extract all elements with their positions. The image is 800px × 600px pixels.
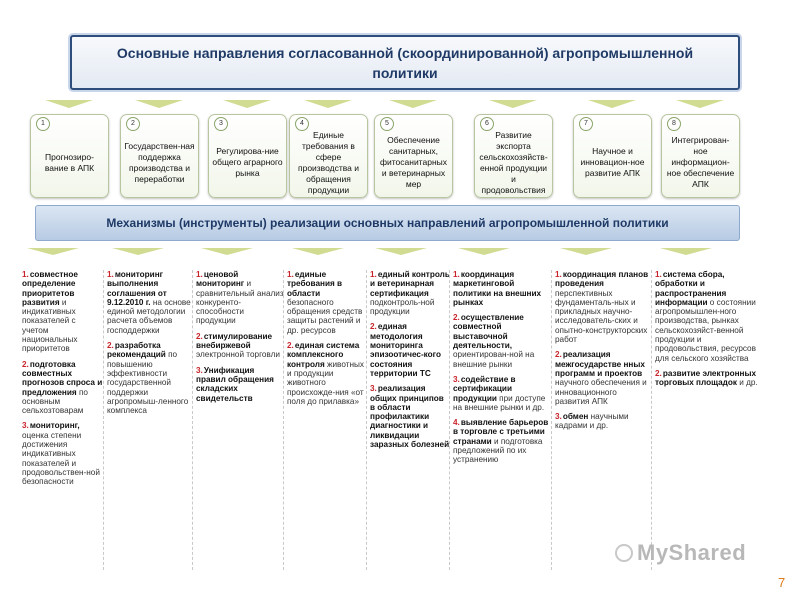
- item-key-text: развитие электронных торговых площадок: [655, 368, 757, 388]
- mechanism-item: [453, 313, 551, 369]
- direction-card: [120, 114, 199, 198]
- item-key-text: выявление барьеров в торговле с третьими странами: [453, 418, 549, 446]
- direction-label: Государствен-ная поддержка производства и переработки: [124, 140, 195, 184]
- down-arrow-icon: [389, 100, 437, 108]
- direction-label: Единые требования в сфере производства и обращения продукции: [297, 129, 360, 195]
- down-arrow-icon: [27, 248, 79, 255]
- direction-card: [374, 114, 453, 198]
- item-text: на основе единой методологии расчета объемов господдержки: [107, 297, 191, 335]
- column-divider: [449, 270, 450, 570]
- down-arrow-icon: [112, 248, 164, 255]
- down-arrow-icon: [45, 100, 93, 108]
- mechanism-column: [555, 270, 652, 437]
- down-arrow-icon: [304, 100, 352, 108]
- direction-card: [30, 114, 109, 198]
- mechanism-item: [655, 369, 765, 388]
- mechanism-item: [370, 270, 450, 316]
- direction-label: Регулирова-ние общего аграрного рынка: [212, 146, 283, 178]
- item-number: 2.: [370, 322, 377, 332]
- direction-label: Научное и инновацион-ное развитие АПК: [580, 146, 645, 178]
- direction-label: Прогнозиро-вание в АПК: [44, 151, 95, 173]
- item-key-text: осуществление совместной выставочной деятельности,: [453, 313, 524, 351]
- mechanism-item: [196, 270, 284, 326]
- mechanism-column: [287, 270, 367, 412]
- mechanism-item: [370, 322, 450, 378]
- direction-card: [474, 114, 553, 198]
- direction-card: [289, 114, 368, 198]
- item-number: 2.: [555, 350, 562, 360]
- mechanism-column: [453, 270, 551, 471]
- direction-number: 1: [36, 117, 50, 131]
- direction-card: [208, 114, 287, 198]
- mechanism-column: [655, 270, 765, 394]
- item-key-text: реализация межгосударстве нных программ и проектов: [555, 350, 645, 378]
- direction-label: Развитие экспорта сельскохозяйств-енной продукции и продовольствия: [479, 129, 548, 195]
- item-text: перспективных фундаменталь-ных и прикладных научно-исследователь-ских и опытно-конструкторских работ: [555, 288, 648, 345]
- column-divider: [651, 270, 652, 570]
- item-key-text: содействие в сертификации продукции: [453, 374, 516, 403]
- item-number: 2.: [655, 368, 662, 378]
- item-text: по повышению эффективности государственной поддержки агропромыш-ленного комплекса: [107, 350, 189, 416]
- item-number: 3.: [555, 412, 562, 422]
- item-key-text: единая методология мониторинга эпизоотичес-кого состояния территории ТС: [370, 322, 441, 378]
- direction-label: Интегрирован-ное информацион-ное обеспечение АПК: [666, 135, 735, 189]
- item-text: безопасного обращения средств защиты растений и др. ресурсов: [287, 297, 363, 335]
- mechanism-item: [287, 341, 367, 406]
- mechanism-column: [370, 270, 450, 455]
- mechanism-item: [196, 366, 284, 403]
- mechanism-column: [22, 270, 104, 493]
- mechanism-item: [287, 270, 367, 335]
- watermark-text: MyShared: [637, 540, 747, 565]
- mechanism-item: [555, 412, 652, 431]
- down-arrow-icon: [223, 100, 271, 108]
- item-key-text: ценовой мониторинг: [196, 270, 245, 289]
- item-number: 3.: [453, 374, 460, 384]
- item-number: 1.: [22, 270, 29, 279]
- direction-number: 4: [295, 117, 309, 131]
- item-key-text: единые требования в области: [287, 270, 343, 298]
- mechanism-item: [107, 341, 193, 415]
- direction-number: 6: [480, 117, 494, 131]
- item-text: по основным сельхозтоварам: [22, 387, 88, 416]
- item-number: 2.: [287, 341, 294, 351]
- mechanisms-title-bar: Механизмы (инструменты) реализации основных направлений агропромышленной политики: [35, 205, 740, 241]
- item-number: 1.: [655, 270, 662, 279]
- mechanism-column: [196, 270, 284, 409]
- down-arrow-icon: [560, 248, 612, 255]
- item-number: 2.: [196, 331, 203, 341]
- mechanism-item: [555, 270, 652, 344]
- item-key-text: обмен: [562, 412, 589, 422]
- mechanism-item: [22, 421, 104, 486]
- watermark-logo: [615, 540, 746, 566]
- item-number: 3.: [196, 365, 203, 375]
- down-arrow-icon: [489, 100, 537, 108]
- item-text: электронной торговли: [196, 350, 280, 360]
- page-title: Основные направления согласованной (скоординированной) агропромышленной политики: [70, 35, 740, 90]
- item-text: научного обеспечения и инновационного развития АПК: [555, 378, 647, 406]
- item-number: 1.: [370, 270, 377, 279]
- item-text: животных и продукции животного происхожде-ния «от поля до прилавка»: [287, 359, 364, 406]
- item-number: 1.: [196, 270, 203, 279]
- item-key-text: Унификация правил обращения складских свидетельств: [196, 365, 274, 403]
- down-arrow-icon: [375, 248, 427, 255]
- item-key-text: мониторинг выполнения соглашения от 9.12.2010 г.: [107, 270, 167, 307]
- item-text: при доступе на внешние рынки и др.: [453, 393, 546, 412]
- item-key-text: реализация общих принципов в области профилактики диагностики и ликвидации заразных болезней: [370, 384, 450, 450]
- direction-number: 3: [214, 117, 228, 131]
- item-number: 3.: [22, 421, 29, 431]
- item-text: и индикативных показателей с учетом национальных приоритетов: [22, 297, 78, 354]
- item-text: оценка степени достижения индикативных показателей и продовольствен-ной безопасности: [22, 430, 100, 487]
- item-key-text: система сбора, обработки и распространения информации: [655, 270, 727, 307]
- direction-number: 2: [126, 117, 140, 131]
- item-number: 1.: [453, 270, 460, 279]
- item-text: ориентирован-ной на внешние рынки: [453, 350, 535, 369]
- item-key-text: единая система комплексного контроля: [287, 341, 360, 369]
- item-number: 1.: [555, 270, 562, 279]
- mechanism-item: [655, 270, 765, 363]
- item-number: 2.: [107, 341, 114, 351]
- mechanism-column: [107, 270, 193, 421]
- direction-card: [661, 114, 740, 198]
- down-arrow-icon: [588, 100, 636, 108]
- page-number: 7: [778, 575, 786, 590]
- column-divider: [551, 270, 552, 570]
- item-text: и подготовка предложений по их устранению: [453, 436, 543, 465]
- item-text: и сравнительный анализ конкуренто-способности продукции: [196, 279, 284, 326]
- mechanism-item: [196, 332, 284, 360]
- down-arrow-icon: [660, 248, 712, 255]
- item-text: о состоянии агропромышлен-ного производства, рынках сельскохозяйст-венной продукции и продовольствия, ресурсов для сельского хозяйства: [655, 297, 756, 363]
- item-key-text: единый контроль и ветеринарная сертификация: [370, 270, 450, 298]
- direction-number: 7: [579, 117, 593, 131]
- item-number: 3.: [370, 384, 377, 394]
- item-number: 2.: [453, 313, 460, 323]
- item-number: 1.: [287, 270, 294, 279]
- mechanism-item: [22, 270, 104, 354]
- item-number: 4.: [453, 418, 460, 428]
- item-key-text: совместное определение приоритетов развития: [22, 270, 78, 307]
- mechanism-item: [107, 270, 193, 335]
- mechanism-item: [370, 384, 450, 449]
- mechanism-item: [453, 418, 551, 464]
- watermark-icon: [615, 544, 633, 562]
- column-divider: [192, 270, 193, 570]
- item-number: 1.: [107, 270, 114, 279]
- item-key-text: мониторинг,: [29, 421, 80, 431]
- item-key-text: стимулирование внебиржевой: [196, 331, 273, 351]
- down-arrow-icon: [458, 248, 510, 255]
- direction-number: 5: [380, 117, 394, 131]
- direction-label: Обеспечение санитарных, фитосанитарных и ветеринарных мер: [380, 135, 447, 189]
- column-divider: [283, 270, 284, 570]
- mechanism-item: [453, 270, 551, 307]
- down-arrow-icon: [676, 100, 724, 108]
- item-text: подконтроль-ной продукции: [370, 297, 435, 317]
- down-arrow-icon: [201, 248, 253, 255]
- direction-number: 8: [667, 117, 681, 131]
- direction-card: [573, 114, 652, 198]
- down-arrow-icon: [135, 100, 183, 108]
- column-divider: [103, 270, 104, 570]
- mechanism-item: [453, 375, 551, 412]
- item-key-text: разработка рекомендаций: [107, 341, 166, 360]
- down-arrow-icon: [292, 248, 344, 255]
- item-key-text: координация маркетинговой политики на внешних рынках: [453, 270, 542, 307]
- item-text: и др.: [736, 378, 758, 388]
- mechanism-item: [22, 360, 104, 416]
- mechanism-item: [555, 350, 652, 406]
- item-number: 2.: [22, 359, 29, 369]
- item-key-text: координация планов проведения: [555, 270, 649, 289]
- item-key-text: подготовка совместных прогнозов спроса и предложения: [22, 359, 103, 397]
- column-divider: [366, 270, 367, 570]
- item-text: научными кадрами и др.: [555, 412, 629, 431]
